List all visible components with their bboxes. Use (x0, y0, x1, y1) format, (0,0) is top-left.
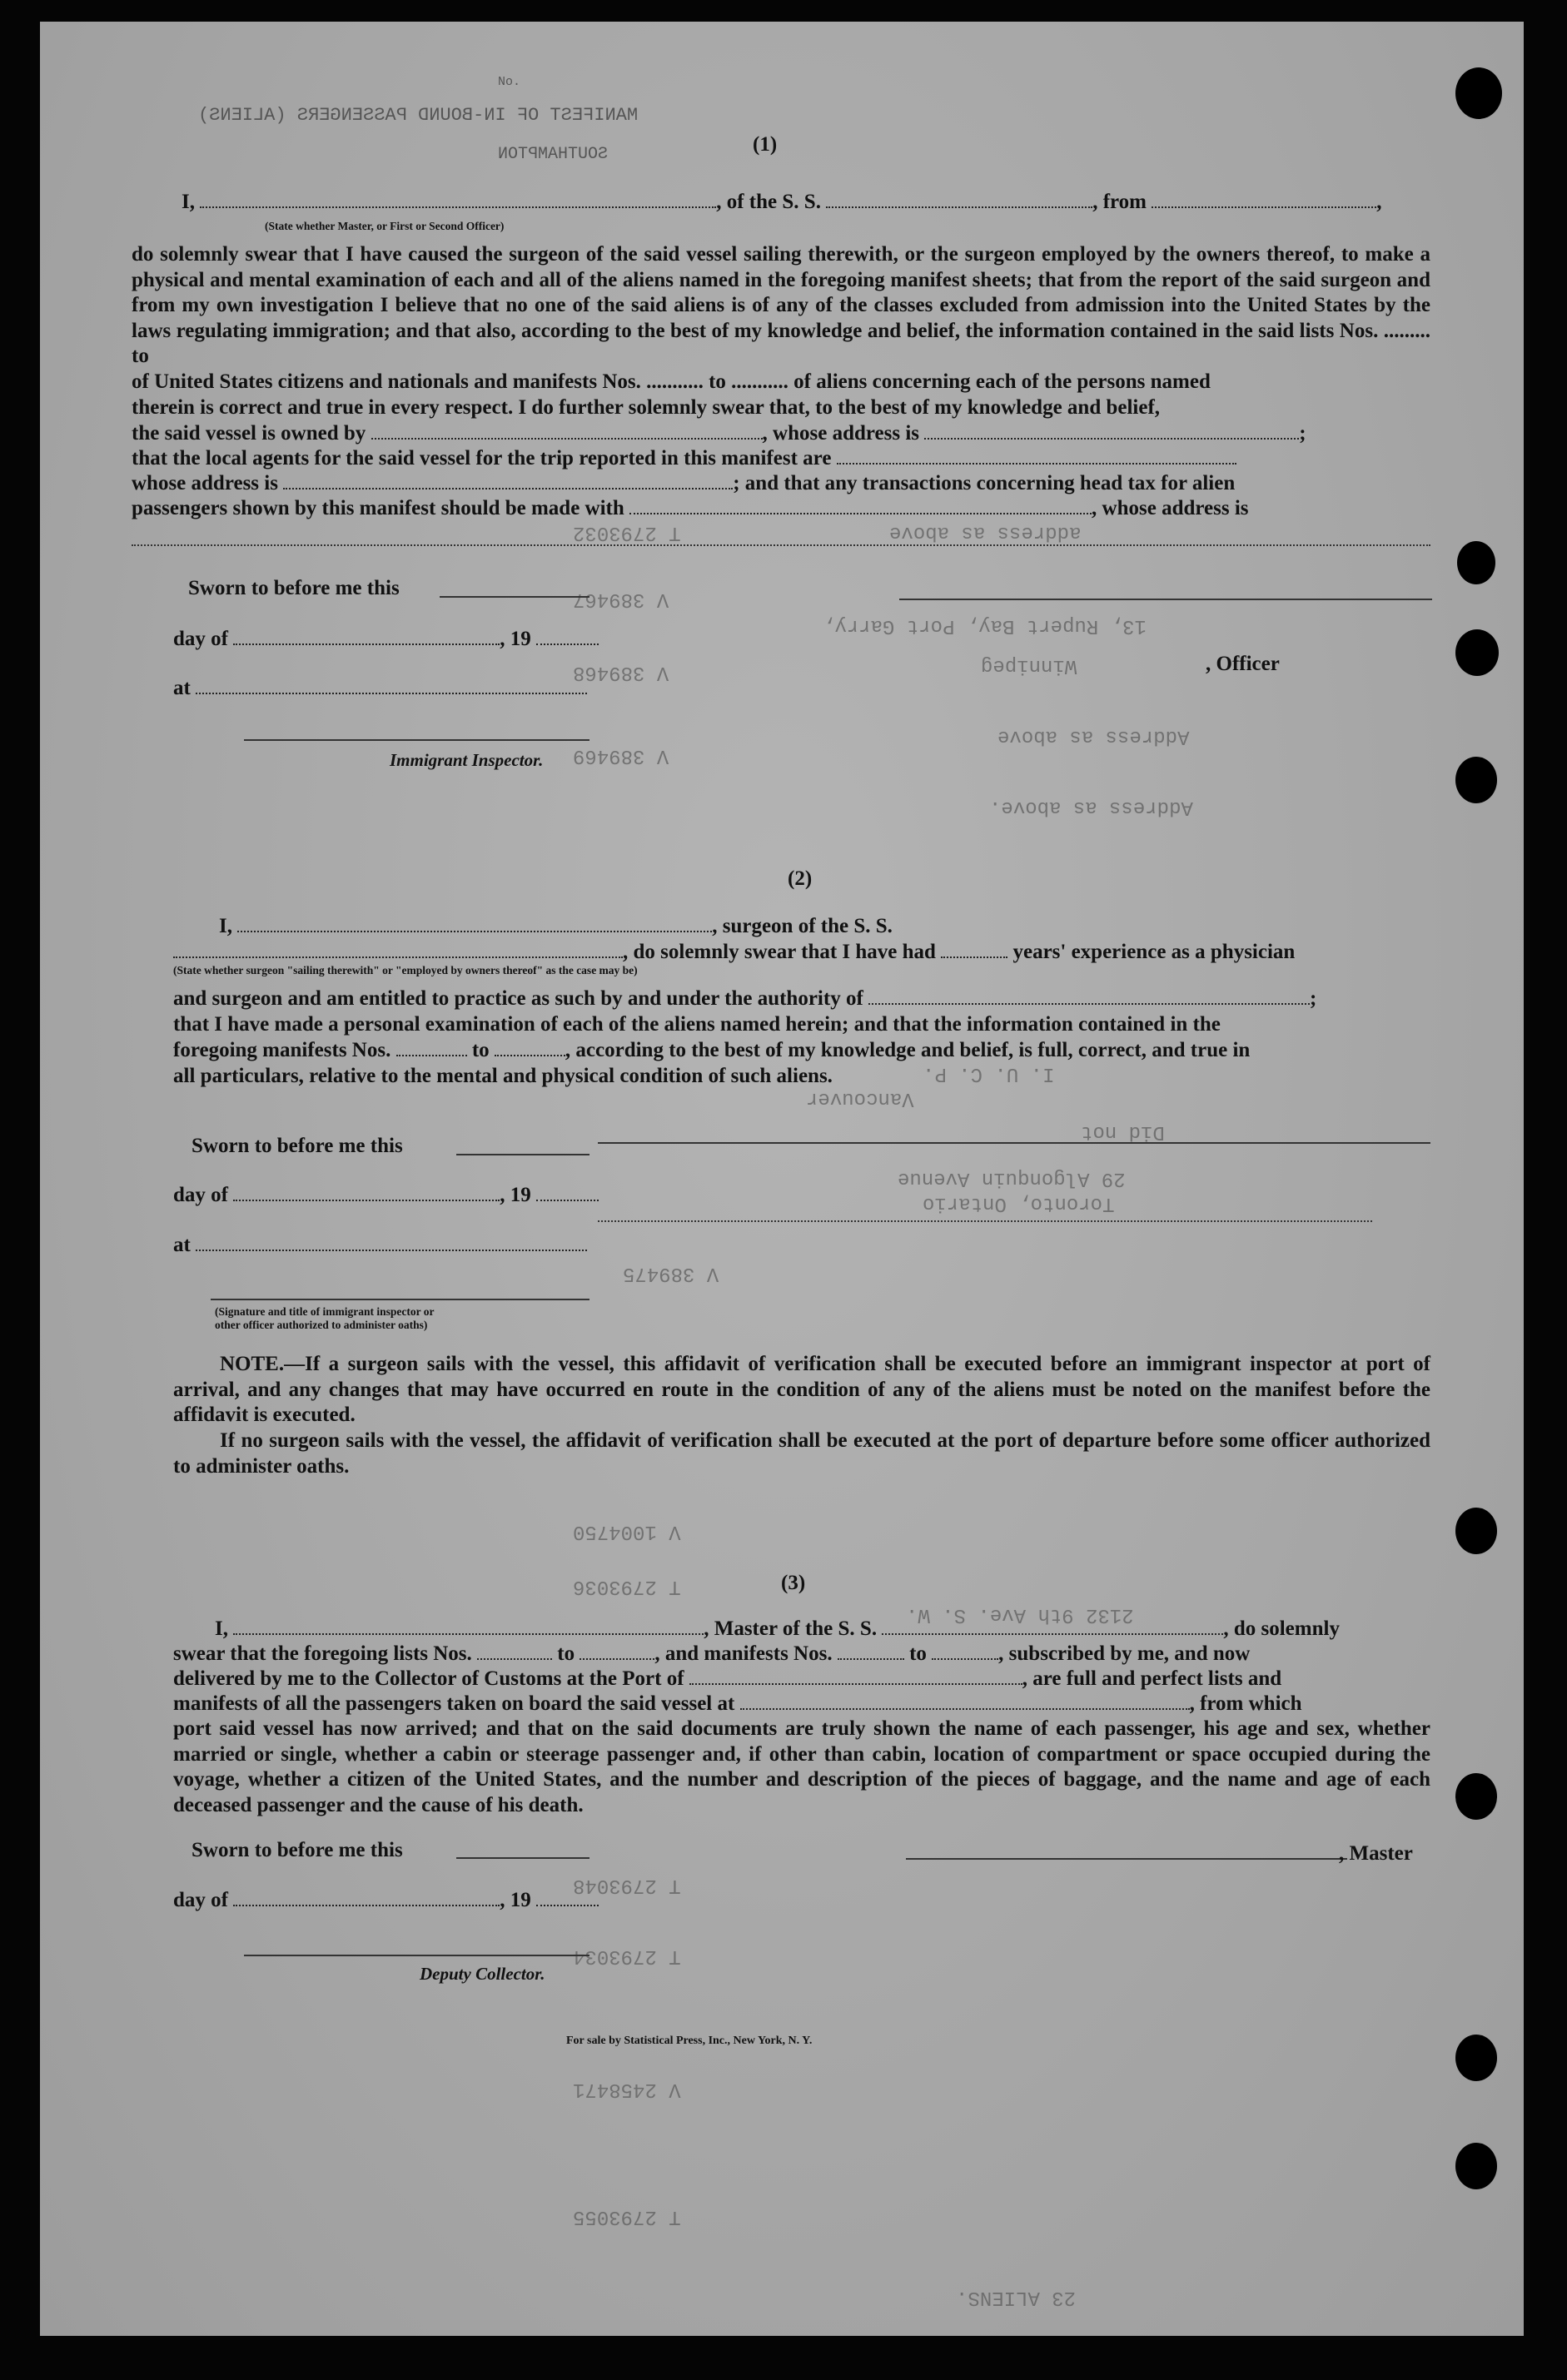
punch-hole (1455, 67, 1502, 119)
s2-sworn-rule (456, 1154, 589, 1155)
s1-day-of: day of , 19 (173, 627, 599, 652)
agents-field[interactable] (837, 448, 1236, 465)
bleed-text: Address as above (997, 725, 1190, 748)
bleed-text: T 2793036 (573, 1575, 681, 1597)
s1-paragraph: do solemnly swear that I have caused the surgeon of the said vessel sailing therewith, or the surgeon employed by the owners thereof, to make a physical and mental examination of each and all of the aliens named in the foregoing manifest sheets; that from the report of the said surgeon and from my own investigation I believe that no one of the said aliens is of any of the classes excluded from admission into the United States by the laws regulating immigration; and that also, according to the best of my knowledge and belief, the information contained in the said lists Nos. ......... to (132, 243, 1430, 367)
punch-hole (1455, 629, 1499, 676)
section-2-number: (2) (788, 867, 813, 890)
s2-sig-rule (598, 1142, 1430, 1144)
footer-imprint: For sale by Statistical Press, Inc., New York, N. Y. (566, 2035, 813, 2047)
bleed-text: Address as above. (989, 796, 1193, 818)
bleed-text: T 2793032 (573, 521, 681, 544)
caption-sig-2: other officer authorized to administer oaths) (215, 1319, 428, 1331)
s2-line-2: , do solemnly swear that I have had years' experience as a physician (173, 940, 1295, 965)
bleed-text: address as above (889, 521, 1082, 544)
s3-line-1: I, , Master of the S. S. , do solemnly (215, 1617, 1340, 1640)
s2-at-field[interactable] (196, 1235, 587, 1251)
owner-address-field[interactable] (924, 423, 1299, 440)
bleed-text: T 2793055 (573, 2205, 681, 2228)
bleed-text: I. U. C. P. (923, 1062, 1055, 1085)
bleed-text: V 389475 (623, 1262, 719, 1284)
s3-sworn: Sworn to before me this (192, 1839, 403, 1861)
s2-note-2: If no surgeon sails with the vessel, the affidavit of verification shall be executed at the port of departure before some officer authorized to administer oaths. (173, 1429, 1430, 1478)
s1-at: at (173, 676, 587, 701)
s3-master-rule (906, 1858, 1347, 1860)
s2-officer-rule (211, 1299, 589, 1300)
bleed-text: 29 Algonquin Avenue (898, 1167, 1126, 1190)
s2-year-field[interactable] (536, 1185, 599, 1201)
vessel-name-field[interactable] (826, 191, 1092, 208)
s2-sig-rule-2 (598, 1220, 1372, 1222)
s1-inspector-rule (244, 739, 589, 741)
s1-citizens-line: of United States citizens and nationals and manifests Nos. ........... to ........... of aliens concerning each of the persons named (132, 370, 1211, 393)
s2-day-field[interactable] (233, 1185, 500, 1201)
s1-therein-line: therein is correct and true in every respect. I do further solemnly swear that, to the best of my knowledge and belief, (132, 396, 1161, 419)
punch-hole (1457, 541, 1495, 584)
bleed-text: V 389467 (573, 588, 669, 610)
punch-hole (1455, 2035, 1497, 2081)
s3-lists-to-field[interactable] (580, 1643, 654, 1660)
bleed-text: 2132 9th Ave. S. W. (906, 1603, 1134, 1626)
s2-at: at (173, 1233, 587, 1258)
caption-sig-1: (Signature and title of immigrant inspector or (215, 1305, 435, 1318)
s2-line-4: that I have made a personal examination of each of the aliens named herein; and that the information contained in the (173, 1013, 1221, 1036)
s3-line-2: swear that the foregoing lists Nos. to , and manifests Nos. to , subscribed by me, and now (173, 1642, 1251, 1665)
s2-line-1: I, , surgeon of the S. S. (219, 915, 893, 937)
s1-passengers-line: passengers shown by this manifest should be made with , whose address is (132, 497, 1249, 519)
s2-manifest-from-field[interactable] (396, 1040, 467, 1056)
bleed-text: V 389468 (573, 661, 669, 683)
from-port-field[interactable] (1152, 191, 1376, 208)
collector-port-field[interactable] (689, 1668, 1022, 1685)
headtax-contact-field[interactable] (629, 498, 1092, 514)
s2-day-of: day of , 19 (173, 1183, 599, 1208)
s3-collector-rule (244, 1955, 589, 1956)
header-subtitle: SOUTHAMPTON (498, 145, 609, 164)
s3-manifest-to-field[interactable] (932, 1643, 998, 1660)
section-1-number: (1) (753, 133, 778, 156)
authority-field[interactable] (868, 988, 1310, 1005)
bleed-text: Winnipeg (981, 654, 1077, 677)
header-no: No. (498, 75, 521, 89)
s3-line-3: delivered by me to the Collector of Customs at the Port of , are full and perfect lists and (173, 1667, 1282, 1690)
bleed-text: T 2793048 (573, 1874, 681, 1896)
s3-sworn-rule (456, 1857, 589, 1859)
punch-hole (1455, 757, 1497, 803)
master-name-field[interactable] (233, 1618, 704, 1635)
s2-manifest-to-field[interactable] (495, 1040, 565, 1056)
bleed-text: T 2793034 (573, 1945, 681, 1967)
s2-line-6: all particulars, relative to the mental and physical condition of such aliens. (173, 1065, 833, 1087)
s3-day-field[interactable] (233, 1890, 500, 1906)
bleed-text: V 2458471 (573, 2078, 681, 2100)
punch-hole (1455, 1508, 1497, 1554)
header-title: MANIFEST OF IN-BOUND PASSENGERS (ALIENS) (198, 105, 639, 126)
bleed-text: V 1004750 (573, 1520, 681, 1543)
s2-sworn: Sworn to before me this (192, 1135, 403, 1157)
s1-address-rule (132, 544, 1430, 546)
s1-whose-line: whose address is ; and that any transactions concerning head tax for alien (132, 472, 1236, 494)
s2-line-3: and surgeon and am entitled to practice as such by and under the authority of ; (173, 987, 1317, 1010)
surgeon-vessel-field[interactable] (173, 942, 623, 958)
s1-sig-rule-1 (899, 599, 1432, 600)
s1-year-field[interactable] (536, 629, 599, 645)
s3-manifest-from-field[interactable] (838, 1643, 904, 1660)
s1-inspector-label: Immigrant Inspector. (390, 750, 544, 770)
s2-line-5: foregoing manifests Nos. to , according to the best of my knowledge and belief, is full, correct, and true in (173, 1039, 1251, 1061)
bleed-text: Vancouver (806, 1087, 914, 1110)
bleed-text: 13, Rupert Bay, Port Garry, (823, 614, 1147, 637)
s3-paragraph: port said vessel has now arrived; and that on the said documents are truly shown the name of each passenger, his age and sex, whether married or single, whether a cabin or steerage passenger and, if other than cabin, location of compartment or space occupied during the voyage, whether a citizen of the United States, and the number and description of the pieces of baggage, and the name and age of each deceased passenger and the cause of his death. (173, 1717, 1430, 1816)
officer-name-field[interactable] (200, 191, 716, 208)
s3-year-field[interactable] (536, 1890, 599, 1906)
bleed-text: Toronto, Ontario (923, 1192, 1115, 1215)
bleed-text: V 389469 (573, 744, 669, 767)
s3-lists-from-field[interactable] (477, 1643, 552, 1660)
bleed-text: Did not (1081, 1120, 1165, 1143)
owner-field[interactable] (371, 423, 763, 440)
s1-officer: , Officer (1206, 653, 1280, 675)
s1-line-1: I, , of the S. S. , from , (182, 191, 1382, 213)
document-page (40, 22, 1524, 2336)
surgeon-name-field[interactable] (237, 916, 712, 932)
caption-surgeon: (State whether surgeon "sailing therewith" or "employed by owners thereof" as the case may be) (173, 964, 638, 976)
bleed-text: 23 ALIENS. (956, 2286, 1077, 2308)
caption-officer: (State whether Master, or First or Second Officer) (265, 220, 505, 232)
s1-day-field[interactable] (233, 629, 500, 645)
agents-address-field[interactable] (283, 473, 733, 489)
s1-at-field[interactable] (196, 678, 587, 694)
section-3-number: (3) (781, 1572, 806, 1594)
s1-sworn: Sworn to before me this (188, 577, 400, 599)
s3-master: , Master (1339, 1842, 1413, 1865)
years-experience-field[interactable] (941, 942, 1007, 958)
s2-note-1: NOTE.—If a surgeon sails with the vessel, this affidavit of verification shall be executed before an immigrant inspector at port of arrival, and any changes that may have occurred en route in the condition of any of the aliens must be noted on the manifest before the affidavit is executed. (173, 1353, 1430, 1426)
s1-owned-line: the said vessel is owned by , whose address is ; (132, 422, 1306, 445)
s3-collector-label: Deputy Collector. (420, 1964, 545, 1984)
s3-line-4: manifests of all the passengers taken on board the said vessel at , from which (173, 1692, 1302, 1715)
s3-day-of: day of , 19 (173, 1888, 599, 1913)
punch-hole (1455, 1773, 1497, 1820)
embark-port-field[interactable] (740, 1693, 1190, 1710)
punch-hole (1455, 2143, 1497, 2189)
master-vessel-field[interactable] (882, 1618, 1223, 1635)
s1-agents-line: that the local agents for the said vessel for the trip reported in this manifest are (132, 446, 1236, 471)
s1-sworn-rule (440, 596, 589, 598)
